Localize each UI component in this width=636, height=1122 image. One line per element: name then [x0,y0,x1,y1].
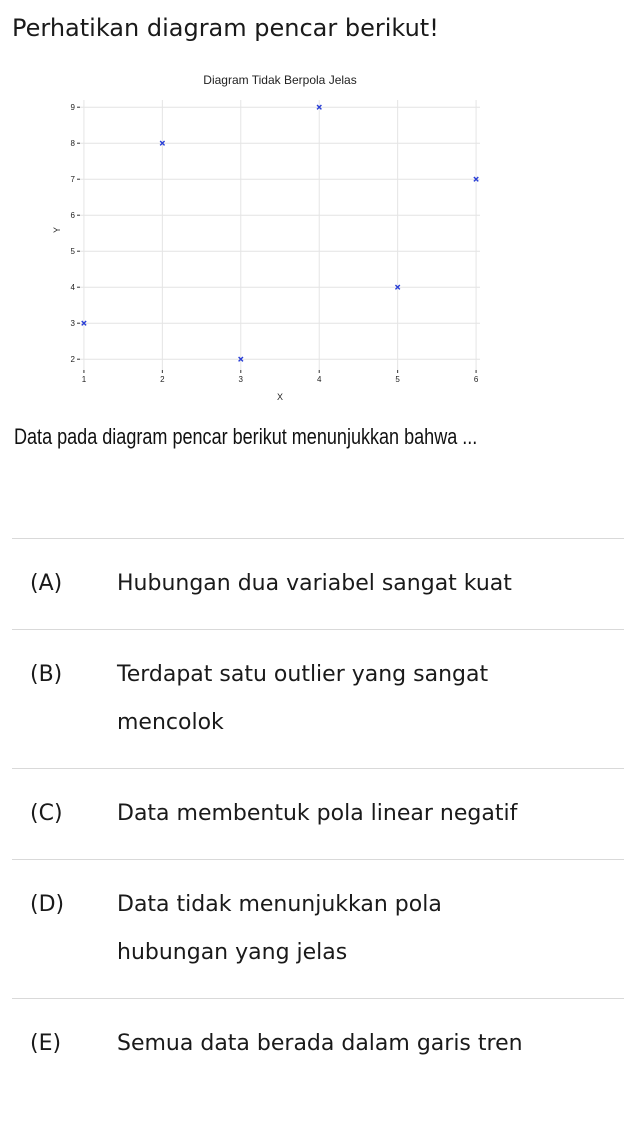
y-tick-label: 3 [70,319,75,329]
option-b[interactable] [12,629,624,768]
scatter-chart-svg [50,70,500,405]
x-axis-label: X [276,392,284,402]
y-axis-label: Y [52,226,62,234]
prompt-text: Perhatikan diagram pencar berikut! [12,14,439,42]
answer-options [12,538,624,1089]
question-text: Data pada diagram pencar berikut menunjukkan bahwa ... [14,424,478,449]
y-tick-label: 7 [70,175,75,185]
option-letter: (A) [30,571,63,596]
option-text: Hubungan dua variabel sangat kuat [117,571,512,596]
x-tick-label: 3 [238,375,244,384]
y-tick-label: 8 [70,139,75,149]
x-tick-label: 5 [395,375,400,384]
option-d[interactable] [12,859,624,998]
option-e[interactable] [12,998,624,1089]
option-text: Data tidak menunjukkan pola hubungan yang jelas [117,892,442,965]
y-tick-label: 2 [70,355,75,365]
y-tick-label: 4 [70,283,75,293]
option-text: Semua data berada dalam garis tren [117,1031,523,1056]
scatter-chart [50,70,500,405]
y-tick-label: 6 [70,211,75,221]
option-letter: (D) [30,892,65,917]
x-tick-label: 1 [81,375,87,384]
grid-lines [80,100,480,370]
chart-title: Diagram Tidak Berpola Jelas [203,73,357,87]
option-letter: (B) [30,662,63,687]
y-tick-label: 9 [70,103,75,113]
tick-labels [71,103,479,384]
option-c[interactable] [12,768,624,859]
y-tick-label: 5 [70,247,75,257]
x-tick-label: 4 [316,375,322,384]
x-tick-label: 2 [160,375,165,384]
option-a[interactable] [12,538,624,629]
option-letter: (E) [30,1031,62,1056]
option-text: Terdapat satu outlier yang sangat mencolok [117,662,489,735]
option-text: Data membentuk pola linear negatif [117,801,518,826]
x-tick-label: 6 [473,375,479,384]
option-letter: (C) [30,801,63,826]
